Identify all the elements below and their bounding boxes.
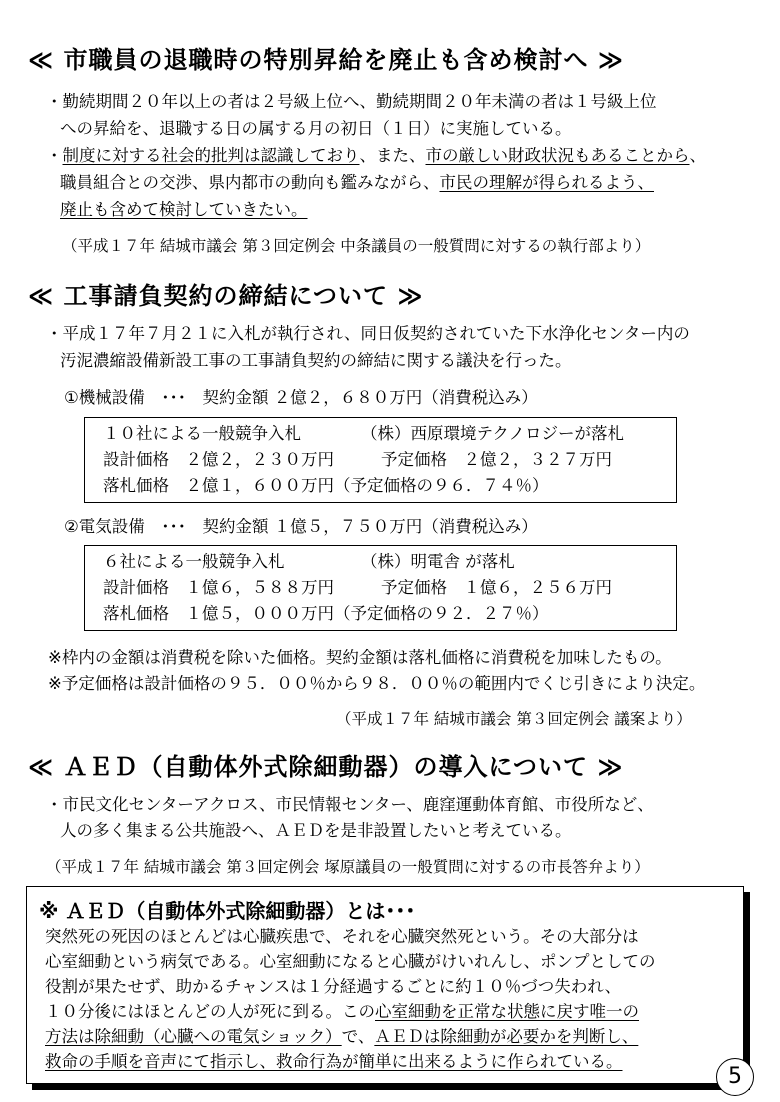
item2-planned-price: 予定価格 １億６，２５６万円: [381, 578, 612, 597]
aed-line2: 心室細動という病気である。心室細動になると心臓がけいれんし、ポンプとしての: [45, 952, 656, 971]
underlined-text: 廃止も含めて検討していきたい。: [60, 200, 308, 219]
aed-line1: 突然死の死因のほとんどは心臓疾患で、それを心臓突然死という。その大部分は: [45, 927, 639, 946]
section2-bullet-line1: ・平成１７年７月２１に入札が執行され、同日仮契約されていた下水浄化センター内の: [46, 324, 690, 343]
plain-text: 、: [689, 146, 706, 165]
section2-note1: ※枠内の金額は消費税を除いた価格。契約金額は落札価格に消費税を加味したもの。: [48, 648, 672, 667]
section1-source: （平成１７年 結城市議会 第３回定例会 中条議員の一般質問に対するの執行部より）: [62, 237, 651, 255]
item2-winner: （株）明電舎 が落札: [361, 552, 515, 571]
section1-title: ≪ 市職員の退職時の特別昇給を廃止も含め検討へ ≫: [28, 46, 624, 74]
section1-bullet2-line1: [46, 146, 706, 166]
item1-winner: （株）西原環境テクノロジーが落札: [361, 424, 625, 443]
item2-heading: ②電気設備 ･･･ 契約金額 １億５，７５０万円（消費税込み）: [64, 517, 538, 536]
section2-note2: ※予定価格は設計価格の９５．００％から９８．００％の範囲内でくじ引きにより決定。: [48, 674, 706, 693]
bullet-mark: ・: [46, 146, 63, 165]
section2-bullet-line2: 汚泥濃縮設備新設工事の工事請負契約の締結に関する議決を行った。: [60, 351, 572, 370]
aed-line4: [45, 1002, 639, 1022]
aed-info-box: [26, 886, 744, 1084]
underlined-text: 心室細動を正常な状態に戻す唯一の: [375, 1002, 639, 1021]
aed-line5: [45, 1027, 638, 1047]
underlined-text: 市の厳しい財政状況もあることから: [425, 146, 690, 165]
item2-design-price: 設計価格 １億６，５８８万円: [103, 578, 334, 597]
item1-box: [84, 417, 677, 503]
aed-box-title: ※ ＡＥＤ（自動体外式除細動器）とは･･･: [39, 899, 416, 923]
section1-bullet2-line3: [60, 200, 308, 220]
item1-winning-price: 落札価格 ２億１，６００万円（予定価格の９６．７４％）: [103, 476, 549, 495]
underlined-text: 方法は除細動（心臓への電気ショック）: [45, 1027, 342, 1046]
plain-text: で、: [341, 1027, 375, 1046]
section3-bullet-line1: ・市民文化センターアクロス、市民情報センター、鹿窪運動体育館、市役所など、: [46, 795, 654, 814]
page-number: 5: [716, 1058, 754, 1096]
item1-heading: ①機械設備 ･･･ 契約金額 ２億２，６８０万円（消費税込み）: [64, 388, 538, 407]
underlined-text: 制度に対する社会的批判は認識しており: [62, 146, 360, 165]
item1-bid-type: １０社による一般競争入札: [103, 424, 301, 443]
aed-line3: 役割が果たせず、助かるチャンスは１分経過するごとに約１０％づつ失われ、: [45, 977, 622, 996]
section1-bullet1-line1: ・勤続期間２０年以上の者は２号級上位へ、勤続期間２０年未満の者は１号級上位: [46, 92, 657, 111]
item1-planned-price: 予定価格 ２億２，３２７万円: [381, 450, 612, 469]
section1-bullet2-line2: [60, 173, 654, 193]
underlined-text: ＡＥＤは除細動が必要かを判断し、: [374, 1027, 639, 1046]
aed-line6: [45, 1052, 623, 1072]
item2-winning-price: 落札価格 １億５，０００万円（予定価格の９２．２７％）: [103, 604, 549, 623]
underlined-text: 救命の手順を音声にて指示し、救命行為が簡単に出来るように作られている。: [45, 1052, 623, 1071]
section1-bullet1-line2: への昇給を、退職する日の属する月の初日（１日）に実施している。: [60, 119, 572, 138]
item2-bid-type: ６社による一般競争入札: [103, 552, 285, 571]
section2-title: ≪ 工事請負契約の締結について ≫: [28, 282, 424, 310]
plain-text: 、また、: [359, 146, 426, 165]
section3-source: （平成１７年 結城市議会 第３回定例会 塚原議員の一般質問に対するの市長答弁より）: [46, 858, 650, 876]
plain-text: 職員組合との交渉、県内都市の動向も鑑みながら、: [60, 173, 440, 192]
section3-bullet-line2: 人の多く集まる公共施設へ、ＡＥＤを是非設置したいと考えている。: [60, 821, 572, 840]
underlined-text: 市民の理解が得られるよう、: [439, 173, 654, 192]
plain-text: １０分後にはほとんどの人が死に到る。この: [45, 1002, 375, 1021]
section2-source: （平成１７年 結城市議会 第３回定例会 議案より）: [336, 710, 692, 728]
section3-title: ≪ ＡＥＤ（自動体外式除細動器）の導入について ≫: [28, 753, 624, 781]
item2-box: [84, 545, 677, 631]
item1-design-price: 設計価格 ２億２，２３０万円: [103, 450, 334, 469]
